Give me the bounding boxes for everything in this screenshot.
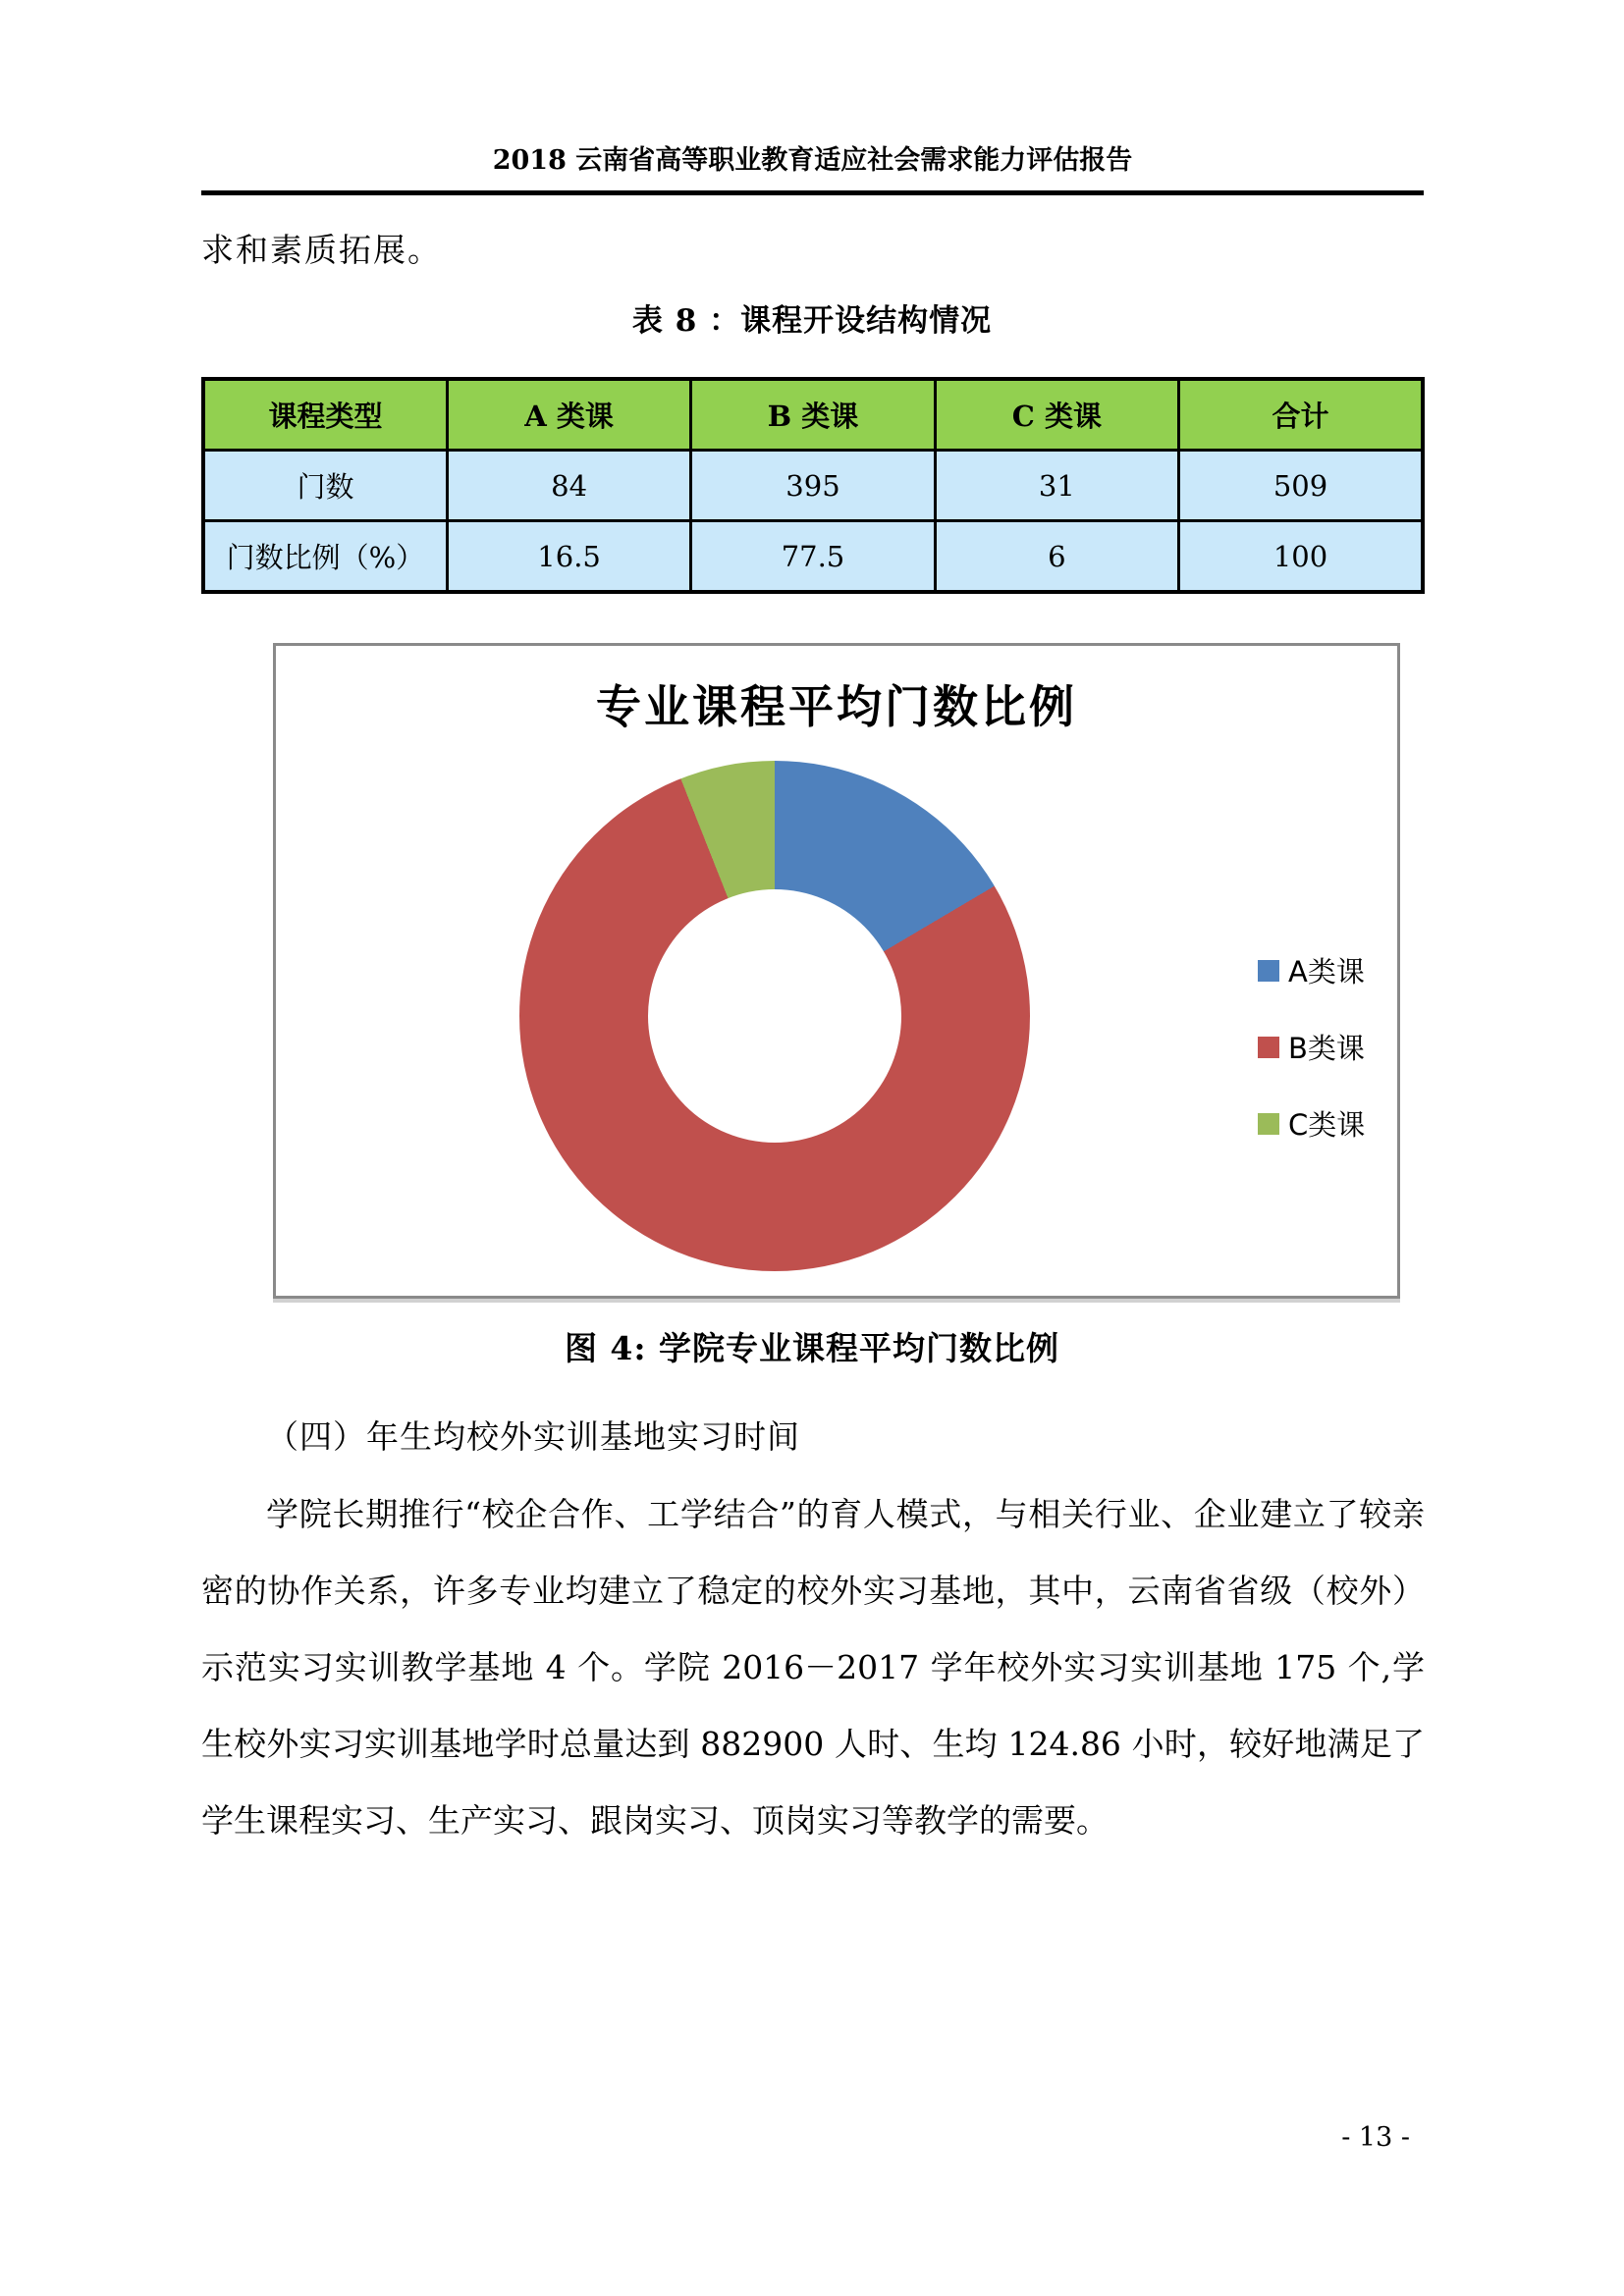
row-label: 门数比例（%） bbox=[203, 521, 447, 593]
body-paragraph: 学院长期推行“校企合作、工学结合”的育人模式，与相关行业、企业建立了较亲密的协作关系，许多专业均建立了稳定的校外实习基地，其中，云南省省级（校外）示范实习实训教学基地 4 个。学院 2016－2017 学年校外实习实训基地 175 个,学生校外实习实训基地学时总量达到 882900 人时、生均 124.86 小时，较好地满足了学生课程实习、生产实习、跟岗实习、顶岗实习等教学的需要。 bbox=[201, 1495, 1425, 1840]
column-header: C 类课 bbox=[935, 379, 1178, 451]
column-header: B 类课 bbox=[691, 379, 935, 451]
course-structure-table bbox=[201, 377, 1425, 594]
row-label: 门数 bbox=[203, 451, 447, 521]
table-cell: 6 bbox=[935, 521, 1178, 593]
legend-swatch-b-icon bbox=[1258, 1037, 1279, 1058]
chart-figure bbox=[273, 643, 1400, 1299]
legend-label: C类课 bbox=[1288, 1108, 1366, 1142]
chart-title: 专业课程平均门数比例 bbox=[596, 680, 1077, 733]
chart-legend bbox=[1258, 950, 1365, 1144]
legend-item bbox=[1258, 1103, 1365, 1144]
header-title: 2018 云南省高等职业教育适应社会需求能力评估报告 bbox=[492, 145, 1133, 176]
table-cell: 84 bbox=[447, 451, 690, 521]
section-heading: （四）年生均校外实训基地实习时间 bbox=[266, 1417, 800, 1456]
table-cell: 100 bbox=[1179, 521, 1423, 593]
intro-text: 求和素质拓展。 bbox=[201, 231, 442, 269]
legend-label: B类课 bbox=[1288, 1032, 1365, 1065]
table-cell: 395 bbox=[691, 451, 935, 521]
table-cell: 16.5 bbox=[447, 521, 690, 593]
table-cell: 77.5 bbox=[691, 521, 935, 593]
legend-swatch-c-icon bbox=[1258, 1113, 1279, 1135]
donut-hole bbox=[648, 889, 901, 1143]
column-header: 合计 bbox=[1179, 379, 1423, 451]
table-row bbox=[203, 451, 1423, 521]
page-header bbox=[201, 138, 1424, 195]
page-number: - 13 - bbox=[1341, 2122, 1410, 2153]
figure-caption: 图 4: 学院专业课程平均门数比例 bbox=[564, 1329, 1060, 1367]
column-header: A 类课 bbox=[447, 379, 690, 451]
donut-chart bbox=[519, 761, 1030, 1271]
table-header-row bbox=[203, 379, 1423, 451]
column-header: 课程类型 bbox=[203, 379, 447, 451]
table-row bbox=[203, 521, 1423, 593]
legend-item bbox=[1258, 950, 1365, 990]
legend-item bbox=[1258, 1027, 1365, 1067]
legend-label: A类课 bbox=[1288, 955, 1365, 988]
table-cell: 31 bbox=[935, 451, 1178, 521]
table-cell: 509 bbox=[1179, 451, 1423, 521]
legend-swatch-a-icon bbox=[1258, 960, 1279, 982]
table-title: 表 8 ：课程开设结构情况 bbox=[631, 303, 993, 339]
